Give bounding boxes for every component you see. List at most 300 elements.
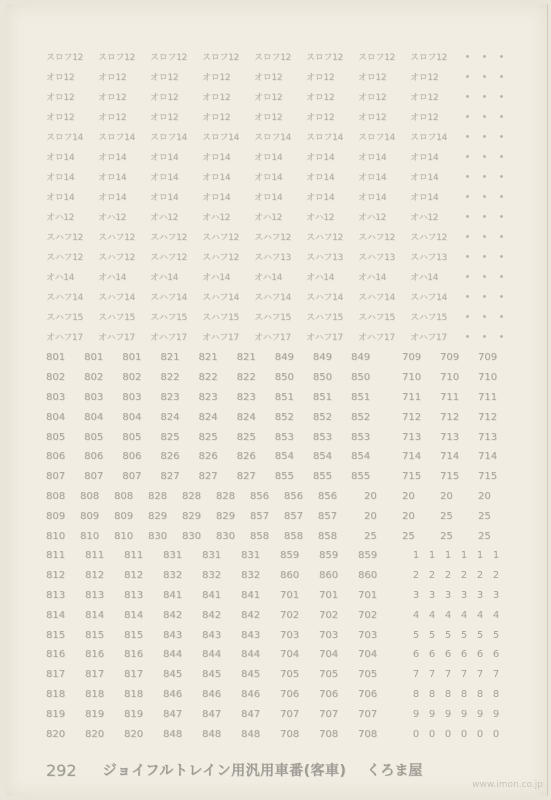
serial-number-label: 855 xyxy=(274,471,294,483)
single-digit-label: 9 xyxy=(412,708,420,720)
extra-number-group xyxy=(364,511,516,522)
single-digit-label: 6 xyxy=(444,649,452,661)
car-type-label: オハフ17 xyxy=(410,332,447,343)
serial-number-label: 831 xyxy=(241,550,261,562)
serial-number-label: 826 xyxy=(198,451,218,463)
car-type-label: スハフ14 xyxy=(254,292,291,303)
lower-row xyxy=(46,487,516,507)
serial-number-label: 845 xyxy=(163,669,183,681)
serial-number-label: 853 xyxy=(312,431,332,443)
single-digit-label: 1 xyxy=(476,550,484,562)
car-type-label: オロ12 xyxy=(254,112,283,123)
serial-number-label: 804 xyxy=(122,411,142,423)
dot-marker xyxy=(500,295,503,298)
single-digit-label: 8 xyxy=(492,688,500,700)
car-type-label: オロ12 xyxy=(254,72,283,83)
extra-number-label: 713 xyxy=(439,431,460,443)
extra-number-label: 25 xyxy=(401,530,415,542)
serial-number-label: 830 xyxy=(181,530,202,542)
watermark: www.imon.co.jp xyxy=(472,780,543,790)
car-type-label: オロ14 xyxy=(306,152,335,163)
single-digit-group xyxy=(412,570,500,581)
serial-number-label: 706 xyxy=(319,688,339,700)
single-digit-group xyxy=(412,550,500,561)
car-type-label: オロ14 xyxy=(150,192,179,203)
serial-number-label: 832 xyxy=(163,570,183,582)
serial-number-label: 832 xyxy=(202,570,222,582)
serial-number-label: 847 xyxy=(241,708,261,720)
upper-row xyxy=(46,146,516,166)
car-type-label: オハフ17 xyxy=(254,332,291,343)
single-digit-label: 7 xyxy=(476,669,484,681)
extra-number-label: 714 xyxy=(477,451,498,463)
serial-number-label: 859 xyxy=(319,550,339,562)
single-digit-group xyxy=(412,590,500,601)
car-type-label: オロ14 xyxy=(150,152,179,163)
extra-number-label: 709 xyxy=(439,352,460,364)
single-digit-label: 4 xyxy=(492,609,500,621)
serial-number-label: 852 xyxy=(312,411,332,423)
serial-number-label: 706 xyxy=(280,688,300,700)
single-digit-label: 6 xyxy=(492,649,500,661)
single-digit-label: 4 xyxy=(476,609,484,621)
car-type-label: オハ14 xyxy=(98,272,127,283)
serial-number-label: 824 xyxy=(198,411,218,423)
serial-number-label: 846 xyxy=(163,688,183,700)
lower-row xyxy=(46,546,516,566)
single-digit-label: 1 xyxy=(460,550,468,562)
single-digit-group xyxy=(412,729,500,740)
serial-number-label: 816 xyxy=(46,649,66,661)
lower-row xyxy=(46,625,516,645)
serial-number-label: 828 xyxy=(147,490,168,502)
dot-marker xyxy=(500,155,503,158)
car-type-label: スハフ12 xyxy=(358,232,395,243)
single-digit-label: 5 xyxy=(460,629,468,641)
serial-number-label: 852 xyxy=(274,411,294,423)
dot-markers xyxy=(466,155,503,158)
single-digit-label: 5 xyxy=(428,629,436,641)
serial-number-label: 856 xyxy=(317,490,337,502)
single-digit-label: 9 xyxy=(444,708,452,720)
serial-number-label: 814 xyxy=(124,609,144,621)
serial-number-label: 825 xyxy=(236,431,256,443)
serial-number-label: 857 xyxy=(249,510,269,522)
extra-number-label: 709 xyxy=(401,352,422,364)
extra-number-group xyxy=(402,392,516,403)
serial-number-label: 841 xyxy=(241,589,261,601)
single-digit-label: 6 xyxy=(460,649,468,661)
serial-number-label: 814 xyxy=(85,609,105,621)
serial-number-label: 829 xyxy=(147,510,168,522)
serial-number-label: 808 xyxy=(79,490,100,502)
car-type-label: オロ12 xyxy=(410,72,439,83)
extra-number-label: 712 xyxy=(401,411,422,423)
serial-number-label: 805 xyxy=(46,431,66,443)
serial-number-label: 854 xyxy=(351,451,371,463)
single-digit-label: 8 xyxy=(460,688,468,700)
serial-number-label: 802 xyxy=(122,372,142,384)
dot-markers xyxy=(466,255,503,258)
car-type-label: スハフ13 xyxy=(358,252,395,263)
extra-number-label: 25 xyxy=(477,530,491,542)
single-digit-label: 2 xyxy=(412,570,420,582)
car-type-label: オロ12 xyxy=(98,72,127,83)
serial-number-label: 846 xyxy=(241,688,261,700)
lower-row xyxy=(46,724,516,744)
maker-name: くろま屋 xyxy=(366,763,423,779)
car-type-label: オロ12 xyxy=(202,112,231,123)
serial-number-label: 850 xyxy=(274,372,294,384)
serial-number-label: 842 xyxy=(163,609,183,621)
car-type-label: オハ12 xyxy=(410,212,439,223)
car-type-label: オロ14 xyxy=(46,172,75,183)
dot-marker xyxy=(500,255,503,258)
serial-number-label: 701 xyxy=(280,589,300,601)
serial-number-label: 844 xyxy=(241,649,261,661)
upper-row xyxy=(46,306,516,326)
car-type-label: オハ12 xyxy=(306,212,335,223)
car-type-label: オロ14 xyxy=(98,152,127,163)
extra-number-label: 715 xyxy=(477,471,498,483)
car-type-label: スロフ12 xyxy=(98,52,135,63)
single-digit-label: 7 xyxy=(428,669,436,681)
dot-marker xyxy=(466,255,469,258)
serial-number-label: 856 xyxy=(249,490,269,502)
dot-marker xyxy=(500,315,503,318)
upper-row xyxy=(46,106,516,126)
car-type-label: スハフ12 xyxy=(46,252,83,263)
serial-number-label: 702 xyxy=(358,609,378,621)
upper-row xyxy=(46,246,516,266)
lower-row xyxy=(46,407,516,427)
car-type-label: スロフ12 xyxy=(202,52,239,63)
single-digit-label: 6 xyxy=(412,649,420,661)
car-type-label: オハ12 xyxy=(358,212,387,223)
serial-number-label: 803 xyxy=(84,391,104,403)
serial-number-label: 855 xyxy=(351,471,371,483)
car-type-label: スハフ12 xyxy=(202,252,239,263)
serial-number-label: 854 xyxy=(274,451,294,463)
serial-number-label: 708 xyxy=(280,728,300,740)
car-type-label: オロ14 xyxy=(150,172,179,183)
car-type-label: スハフ14 xyxy=(98,292,135,303)
dot-marker xyxy=(500,275,503,278)
car-type-label: オロ12 xyxy=(202,72,231,83)
car-type-label: スロフ12 xyxy=(150,52,187,63)
single-digit-label: 3 xyxy=(492,589,500,601)
single-digit-label: 2 xyxy=(492,570,500,582)
extra-number-label: 713 xyxy=(401,431,422,443)
single-digit-label: 8 xyxy=(412,688,420,700)
serial-number-label: 804 xyxy=(84,411,104,423)
dot-marker xyxy=(466,55,469,58)
serial-number-label: 830 xyxy=(215,530,236,542)
car-type-label: オロ12 xyxy=(46,92,75,103)
serial-number-label: 805 xyxy=(122,431,142,443)
serial-number-label: 818 xyxy=(85,688,105,700)
car-type-label: オロ14 xyxy=(254,152,283,163)
car-type-label: オロ14 xyxy=(358,192,387,203)
dot-marker xyxy=(500,75,503,78)
car-type-label: スハフ14 xyxy=(202,292,239,303)
car-type-label: スハフ14 xyxy=(410,292,447,303)
car-type-label: オロ14 xyxy=(202,152,231,163)
dot-marker xyxy=(500,115,503,118)
serial-number-label: 807 xyxy=(84,471,104,483)
car-type-label: オロ14 xyxy=(306,172,335,183)
serial-number-label: 860 xyxy=(280,570,300,582)
extra-number-label: 20 xyxy=(363,490,377,502)
serial-number-label: 701 xyxy=(358,589,378,601)
serial-number-label: 822 xyxy=(198,372,218,384)
serial-number-label: 860 xyxy=(358,570,378,582)
car-type-label: スハフ14 xyxy=(306,292,343,303)
car-type-label: オロ12 xyxy=(98,92,127,103)
car-type-label: スハフ13 xyxy=(410,252,447,263)
extra-number-label: 714 xyxy=(439,451,460,463)
upper-row xyxy=(46,166,516,186)
dot-marker xyxy=(466,275,469,278)
serial-number-label: 855 xyxy=(312,471,332,483)
serial-number-label: 817 xyxy=(124,669,144,681)
lower-row xyxy=(46,447,516,467)
serial-number-label: 705 xyxy=(319,669,339,681)
single-digit-label: 6 xyxy=(428,649,436,661)
car-type-label: スロフ14 xyxy=(410,132,447,143)
serial-number-label: 853 xyxy=(351,431,371,443)
car-type-label: スハフ12 xyxy=(410,232,447,243)
car-type-label: スロフ14 xyxy=(98,132,135,143)
extra-number-label: 20 xyxy=(477,490,491,502)
serial-number-label: 704 xyxy=(319,649,339,661)
serial-number-label: 821 xyxy=(160,352,180,364)
serial-number-label: 819 xyxy=(46,708,66,720)
dot-marker xyxy=(466,335,469,338)
serial-number-label: 817 xyxy=(85,669,105,681)
serial-number-label: 823 xyxy=(198,391,218,403)
lower-row xyxy=(46,368,516,388)
car-type-label: オロ12 xyxy=(358,92,387,103)
dot-marker xyxy=(483,235,486,238)
serial-number-label: 829 xyxy=(215,510,236,522)
car-type-label: スロフ14 xyxy=(202,132,239,143)
lower-row xyxy=(46,427,516,447)
extra-number-label: 711 xyxy=(477,391,498,403)
serial-number-label: 820 xyxy=(85,728,105,740)
car-type-label: スハフ15 xyxy=(254,312,291,323)
serial-number-label: 823 xyxy=(236,391,256,403)
dot-markers xyxy=(466,315,503,318)
dot-marker xyxy=(483,95,486,98)
upper-row xyxy=(46,266,516,286)
serial-number-label: 854 xyxy=(312,451,332,463)
lower-row xyxy=(46,388,516,408)
single-digit-label: 7 xyxy=(460,669,468,681)
serial-number-label: 803 xyxy=(46,391,66,403)
serial-number-label: 702 xyxy=(319,609,339,621)
upper-row xyxy=(46,286,516,306)
car-type-label: オハフ17 xyxy=(306,332,343,343)
extra-number-label: 25 xyxy=(439,510,453,522)
car-type-label: スロフ14 xyxy=(254,132,291,143)
single-digit-label: 8 xyxy=(428,688,436,700)
serial-number-label: 708 xyxy=(358,728,378,740)
extra-number-label: 25 xyxy=(439,530,453,542)
dot-markers xyxy=(466,215,503,218)
serial-number-label: 815 xyxy=(124,629,144,641)
single-digit-label: 1 xyxy=(412,550,420,562)
extra-number-label: 711 xyxy=(439,391,460,403)
car-type-label: オロ14 xyxy=(358,172,387,183)
car-type-label: スハフ15 xyxy=(410,312,447,323)
serial-number-label: 807 xyxy=(122,471,142,483)
single-digit-label: 0 xyxy=(492,728,500,740)
serial-number-label: 852 xyxy=(351,411,371,423)
dot-marker xyxy=(483,295,486,298)
dot-markers xyxy=(466,135,503,138)
single-digit-group xyxy=(412,649,500,660)
car-type-label: オロ14 xyxy=(202,172,231,183)
serial-number-label: 806 xyxy=(84,451,104,463)
single-digit-group xyxy=(412,709,500,720)
serial-number-label: 827 xyxy=(198,471,218,483)
single-digit-group xyxy=(412,669,500,680)
serial-number-label: 823 xyxy=(160,391,180,403)
car-type-label: オハフ17 xyxy=(98,332,135,343)
single-digit-label: 0 xyxy=(460,728,468,740)
serial-number-label: 704 xyxy=(280,649,300,661)
serial-number-label: 811 xyxy=(46,550,66,562)
serial-number-label: 707 xyxy=(358,708,378,720)
serial-number-label: 813 xyxy=(46,589,66,601)
serial-number-label: 806 xyxy=(122,451,142,463)
car-type-label: オロ12 xyxy=(98,112,127,123)
lower-row xyxy=(46,665,516,685)
dot-marker xyxy=(500,195,503,198)
serial-number-label: 851 xyxy=(312,391,332,403)
dot-marker xyxy=(500,175,503,178)
serial-number-label: 844 xyxy=(202,649,222,661)
car-type-label: スロフ14 xyxy=(358,132,395,143)
serial-number-label: 704 xyxy=(358,649,378,661)
serial-number-label: 703 xyxy=(358,629,378,641)
serial-number-label: 808 xyxy=(113,490,134,502)
single-digit-group xyxy=(412,689,500,700)
serial-number-label: 816 xyxy=(85,649,105,661)
car-type-label: スハフ15 xyxy=(150,312,187,323)
serial-number-label: 824 xyxy=(236,411,256,423)
extra-number-label: 710 xyxy=(401,372,422,384)
dot-marker xyxy=(500,95,503,98)
car-type-label: オロ12 xyxy=(46,112,75,123)
car-type-label: スハフ13 xyxy=(306,252,343,263)
serial-number-label: 850 xyxy=(312,372,332,384)
extra-number-label: 715 xyxy=(401,471,422,483)
car-type-label: スハフ15 xyxy=(306,312,343,323)
serial-number-label: 809 xyxy=(46,510,66,522)
extra-number-label: 710 xyxy=(477,372,498,384)
extra-number-label: 25 xyxy=(477,510,491,522)
serial-number-label: 820 xyxy=(124,728,144,740)
serial-number-label: 822 xyxy=(236,372,256,384)
car-type-label: オロ14 xyxy=(410,152,439,163)
car-type-label: スハフ12 xyxy=(46,232,83,243)
serial-number-label: 851 xyxy=(274,391,294,403)
dot-markers xyxy=(466,295,503,298)
single-digit-label: 1 xyxy=(492,550,500,562)
serial-number-label: 830 xyxy=(147,530,168,542)
single-digit-label: 0 xyxy=(476,728,484,740)
upper-row xyxy=(46,226,516,246)
lower-row xyxy=(46,586,516,606)
single-digit-label: 3 xyxy=(444,589,452,601)
car-type-label: オハ12 xyxy=(254,212,283,223)
lower-row xyxy=(46,566,516,586)
serial-number-label: 860 xyxy=(319,570,339,582)
extra-number-group xyxy=(364,531,516,542)
lower-row xyxy=(46,467,516,487)
car-type-label: オロ14 xyxy=(410,172,439,183)
car-type-label: スロフ14 xyxy=(150,132,187,143)
serial-number-label: 843 xyxy=(241,629,261,641)
car-type-label: オハ12 xyxy=(46,212,75,223)
single-digit-label: 5 xyxy=(492,629,500,641)
serial-number-label: 827 xyxy=(236,471,256,483)
serial-number-label: 842 xyxy=(202,609,222,621)
serial-number-label: 853 xyxy=(274,431,294,443)
car-type-label: スロフ12 xyxy=(410,52,447,63)
single-digit-label: 5 xyxy=(476,629,484,641)
serial-number-label: 707 xyxy=(280,708,300,720)
serial-number-label: 810 xyxy=(46,530,66,542)
dot-marker xyxy=(466,295,469,298)
car-type-label: オロ12 xyxy=(150,92,179,103)
dot-marker xyxy=(500,135,503,138)
car-type-label: オロ12 xyxy=(410,112,439,123)
serial-number-label: 706 xyxy=(358,688,378,700)
serial-number-label: 816 xyxy=(124,649,144,661)
serial-number-label: 825 xyxy=(160,431,180,443)
dot-marker xyxy=(466,235,469,238)
serial-number-label: 841 xyxy=(163,589,183,601)
serial-number-label: 824 xyxy=(160,411,180,423)
car-type-label: オロ14 xyxy=(202,192,231,203)
dot-marker xyxy=(483,55,486,58)
product-title: ジョイフルトレイン用汎用車番(客車) xyxy=(102,763,347,779)
serial-number-label: 827 xyxy=(160,471,180,483)
single-digit-label: 2 xyxy=(444,570,452,582)
dot-markers xyxy=(466,195,503,198)
car-type-label: スハフ12 xyxy=(202,232,239,243)
serial-number-label: 859 xyxy=(358,550,378,562)
car-type-label: スハフ15 xyxy=(98,312,135,323)
serial-number-label: 818 xyxy=(124,688,144,700)
lower-row xyxy=(46,704,516,724)
serial-number-label: 813 xyxy=(124,589,144,601)
serial-number-label: 812 xyxy=(85,570,105,582)
serial-number-label: 815 xyxy=(46,629,66,641)
car-type-label: オロ12 xyxy=(202,92,231,103)
single-digit-label: 9 xyxy=(476,708,484,720)
single-digit-label: 3 xyxy=(476,589,484,601)
serial-number-label: 843 xyxy=(202,629,222,641)
car-type-label: スハフ12 xyxy=(98,252,135,263)
dot-markers xyxy=(466,55,503,58)
dot-markers xyxy=(466,335,503,338)
car-type-label: スハフ12 xyxy=(150,252,187,263)
car-type-label: オロ14 xyxy=(98,172,127,183)
